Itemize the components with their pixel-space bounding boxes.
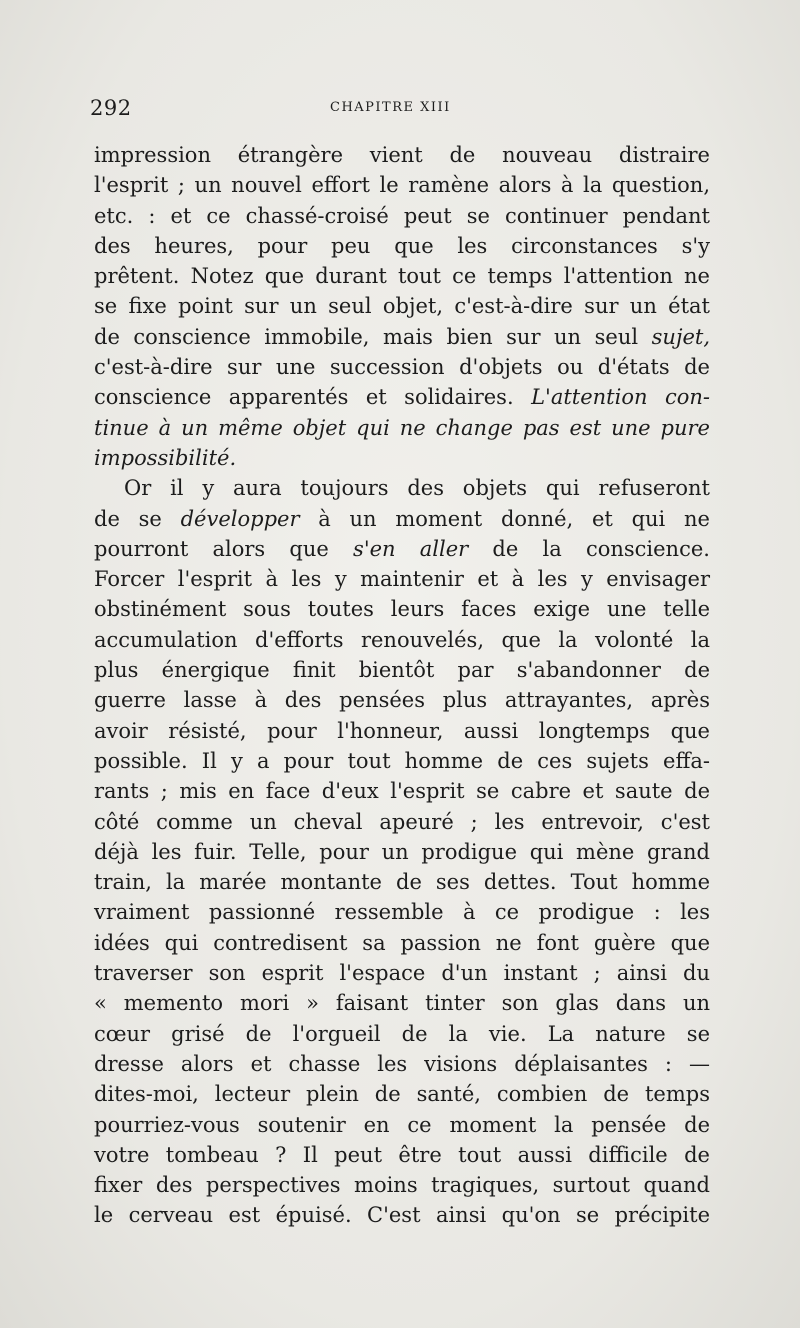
text-line: etc. : et ce chassé-croisé peut se continuer pendant bbox=[94, 203, 710, 228]
body-text bbox=[94, 140, 710, 1231]
page-header bbox=[90, 96, 700, 122]
text-line: cœur grisé de l'orgueil de la vie. La nature se bbox=[94, 1021, 710, 1046]
text-line: de conscience immobile, mais bien sur un seul sujet, bbox=[94, 324, 710, 349]
running-title: CHAPITRE XIII bbox=[330, 100, 451, 115]
text-line: prêtent. Notez que durant tout ce temps l'attention ne bbox=[94, 264, 710, 289]
text-line: déjà les fuir. Telle, pour un prodigue qui mène grand bbox=[94, 839, 710, 864]
italic-phrase: s'en aller bbox=[353, 536, 469, 561]
text-line: de se développer à un moment donné, et qui ne bbox=[94, 506, 710, 531]
text-line: votre tombeau ? Il peut être tout aussi difficile de bbox=[94, 1142, 710, 1167]
text-line: fixer des perspectives moins tragiques, surtout quand bbox=[94, 1173, 710, 1198]
text-line: traverser son esprit l'espace d'un instant ; ainsi du bbox=[94, 961, 710, 986]
text-line: possible. Il y a pour tout homme de ces sujets effa- bbox=[94, 748, 710, 773]
page-number: 292 bbox=[90, 96, 132, 120]
italic-phrase: impossibilité. bbox=[94, 445, 237, 470]
text-line: obstinément sous toutes leurs faces exige une telle bbox=[94, 597, 710, 622]
text-line: guerre lasse à des pensées plus attrayantes, après bbox=[94, 688, 710, 713]
text-line: impression étrangère vient de nouveau distraire bbox=[94, 143, 710, 167]
text-line: se fixe point sur un seul objet, c'est-à-dire sur un état bbox=[94, 294, 710, 319]
italic-phrase: tinue à un même objet qui ne change pas est une pure bbox=[94, 415, 710, 440]
italic-phrase: sujet, bbox=[651, 324, 710, 349]
text-line: dresse alors et chasse les visions déplaisantes : — bbox=[94, 1051, 710, 1076]
italic-phrase: développer bbox=[180, 506, 300, 531]
text-line: l'esprit ; un nouvel effort le ramène alors à la question, bbox=[94, 173, 710, 198]
text-line: côté comme un cheval apeuré ; les entrevoir, c'est bbox=[94, 809, 710, 834]
text-line: c'est-à-dire sur une succession d'objets ou d'états de bbox=[94, 355, 710, 380]
text-line: des heures, pour peu que les circonstances s'y bbox=[94, 233, 710, 258]
text-line bbox=[94, 443, 710, 473]
text-line: avoir résisté, pour l'honneur, aussi longtemps que bbox=[94, 718, 710, 743]
text-line: plus énergique finit bientôt par s'abandonner de bbox=[94, 658, 710, 683]
text-line: Or il y aura toujours des objets qui refuseront bbox=[124, 476, 710, 501]
text-line: conscience apparentés et solidaires. L'attention con- bbox=[94, 385, 710, 410]
text-line: pourront alors que s'en aller de la conscience. bbox=[94, 536, 710, 561]
text-line: vraiment passionné ressemble à ce prodigue : les bbox=[94, 900, 710, 925]
text-line: idées qui contredisent sa passion ne font guère que bbox=[94, 930, 710, 955]
text-line: Forcer l'esprit à les y maintenir et à les y envisager bbox=[94, 567, 710, 592]
text-line: accumulation d'efforts renouvelés, que la volonté la bbox=[94, 627, 710, 652]
text-line: rants ; mis en face d'eux l'esprit se cabre et saute de bbox=[94, 779, 710, 804]
text-line: « memento mori » faisant tinter son glas dans un bbox=[94, 991, 710, 1016]
text-line: le cerveau est épuisé. C'est ainsi qu'on se précipite bbox=[94, 1203, 710, 1228]
text-line: dites-moi, lecteur plein de santé, combien de temps bbox=[94, 1082, 710, 1107]
text-line bbox=[94, 413, 710, 443]
text-line: train, la marée montante de ses dettes. Tout homme bbox=[94, 870, 710, 895]
text-line: pourriez-vous soutenir en ce moment la pensée de bbox=[94, 1112, 710, 1137]
italic-phrase: L'attention con- bbox=[531, 385, 710, 410]
